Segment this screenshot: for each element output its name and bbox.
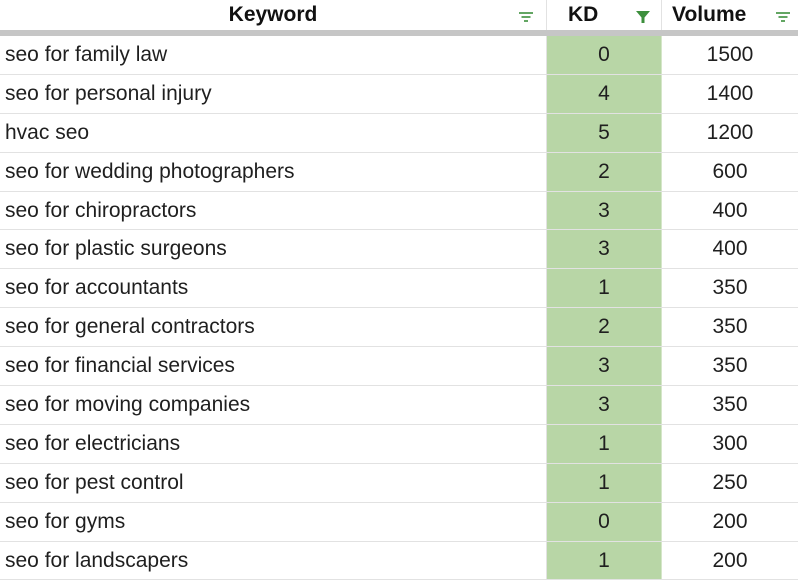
cell-volume[interactable]: 350 [712, 276, 748, 300]
cell-volume[interactable]: 1500 [706, 42, 754, 66]
cell-volume[interactable]: 1400 [706, 81, 754, 105]
cell-keyword[interactable]: seo for moving companies [0, 386, 547, 424]
cell-kd[interactable]: 2 [547, 308, 662, 346]
cell-keyword[interactable]: seo for financial services [0, 347, 547, 385]
table-row[interactable] [0, 192, 798, 231]
filter-funnel-active-icon[interactable] [635, 9, 651, 25]
filter-lines-icon[interactable] [775, 9, 791, 25]
cell-keyword[interactable]: seo for chiropractors [0, 192, 547, 230]
cell-volume[interactable]: 350 [712, 392, 748, 416]
cell-volume[interactable]: 400 [712, 198, 748, 222]
header-row [0, 0, 798, 36]
cell-keyword[interactable]: hvac seo [0, 114, 547, 152]
table-row[interactable] [0, 269, 798, 308]
cell-kd[interactable]: 3 [547, 347, 662, 385]
table-row[interactable] [0, 308, 798, 347]
cell-keyword[interactable]: seo for pest control [0, 464, 547, 502]
cell-kd[interactable]: 0 [547, 36, 662, 74]
table-row[interactable] [0, 542, 798, 581]
table-row[interactable] [0, 425, 798, 464]
cell-volume[interactable]: 1200 [706, 120, 754, 144]
cell-kd[interactable]: 3 [547, 192, 662, 230]
cell-keyword[interactable]: seo for wedding photographers [0, 153, 547, 191]
filter-lines-icon[interactable] [518, 9, 534, 25]
table-row[interactable] [0, 386, 798, 425]
cell-keyword[interactable]: seo for family law [0, 36, 547, 74]
cell-kd[interactable]: 4 [547, 75, 662, 113]
cell-volume[interactable]: 200 [712, 509, 748, 533]
table-body [0, 36, 798, 580]
cell-volume[interactable]: 400 [712, 237, 748, 261]
table-row[interactable] [0, 153, 798, 192]
cell-keyword[interactable]: seo for general contractors [0, 308, 547, 346]
cell-kd[interactable]: 0 [547, 503, 662, 541]
cell-keyword[interactable]: seo for landscapers [0, 542, 547, 580]
column-header-keyword[interactable] [0, 0, 547, 30]
cell-keyword[interactable]: seo for electricians [0, 425, 547, 463]
cell-kd[interactable]: 2 [547, 153, 662, 191]
cell-kd[interactable]: 3 [547, 386, 662, 424]
table-row[interactable] [0, 230, 798, 269]
cell-volume[interactable]: 600 [712, 159, 748, 183]
column-header-keyword-label: Keyword [228, 3, 318, 26]
cell-volume[interactable]: 350 [712, 315, 748, 339]
column-header-volume[interactable] [662, 0, 798, 30]
cell-kd[interactable]: 1 [547, 542, 662, 580]
column-header-volume-label: Volume [672, 3, 747, 26]
column-header-kd[interactable] [547, 0, 662, 30]
cell-keyword[interactable]: seo for personal injury [0, 75, 547, 113]
cell-volume[interactable]: 200 [712, 548, 748, 572]
cell-kd[interactable]: 3 [547, 230, 662, 268]
cell-kd[interactable]: 1 [547, 464, 662, 502]
cell-kd[interactable]: 5 [547, 114, 662, 152]
table-row[interactable] [0, 503, 798, 542]
table-row[interactable] [0, 347, 798, 386]
table-row[interactable] [0, 464, 798, 503]
cell-kd[interactable]: 1 [547, 425, 662, 463]
cell-volume[interactable]: 350 [712, 354, 748, 378]
cell-keyword[interactable]: seo for accountants [0, 269, 547, 307]
cell-volume[interactable]: 300 [712, 431, 748, 455]
table-row[interactable] [0, 75, 798, 114]
table-row[interactable] [0, 36, 798, 75]
cell-kd[interactable]: 1 [547, 269, 662, 307]
cell-volume[interactable]: 250 [712, 470, 748, 494]
column-header-kd-label: KD [568, 3, 599, 26]
cell-keyword[interactable]: seo for gyms [0, 503, 547, 541]
cell-keyword[interactable]: seo for plastic surgeons [0, 230, 547, 268]
table-row[interactable] [0, 114, 798, 153]
